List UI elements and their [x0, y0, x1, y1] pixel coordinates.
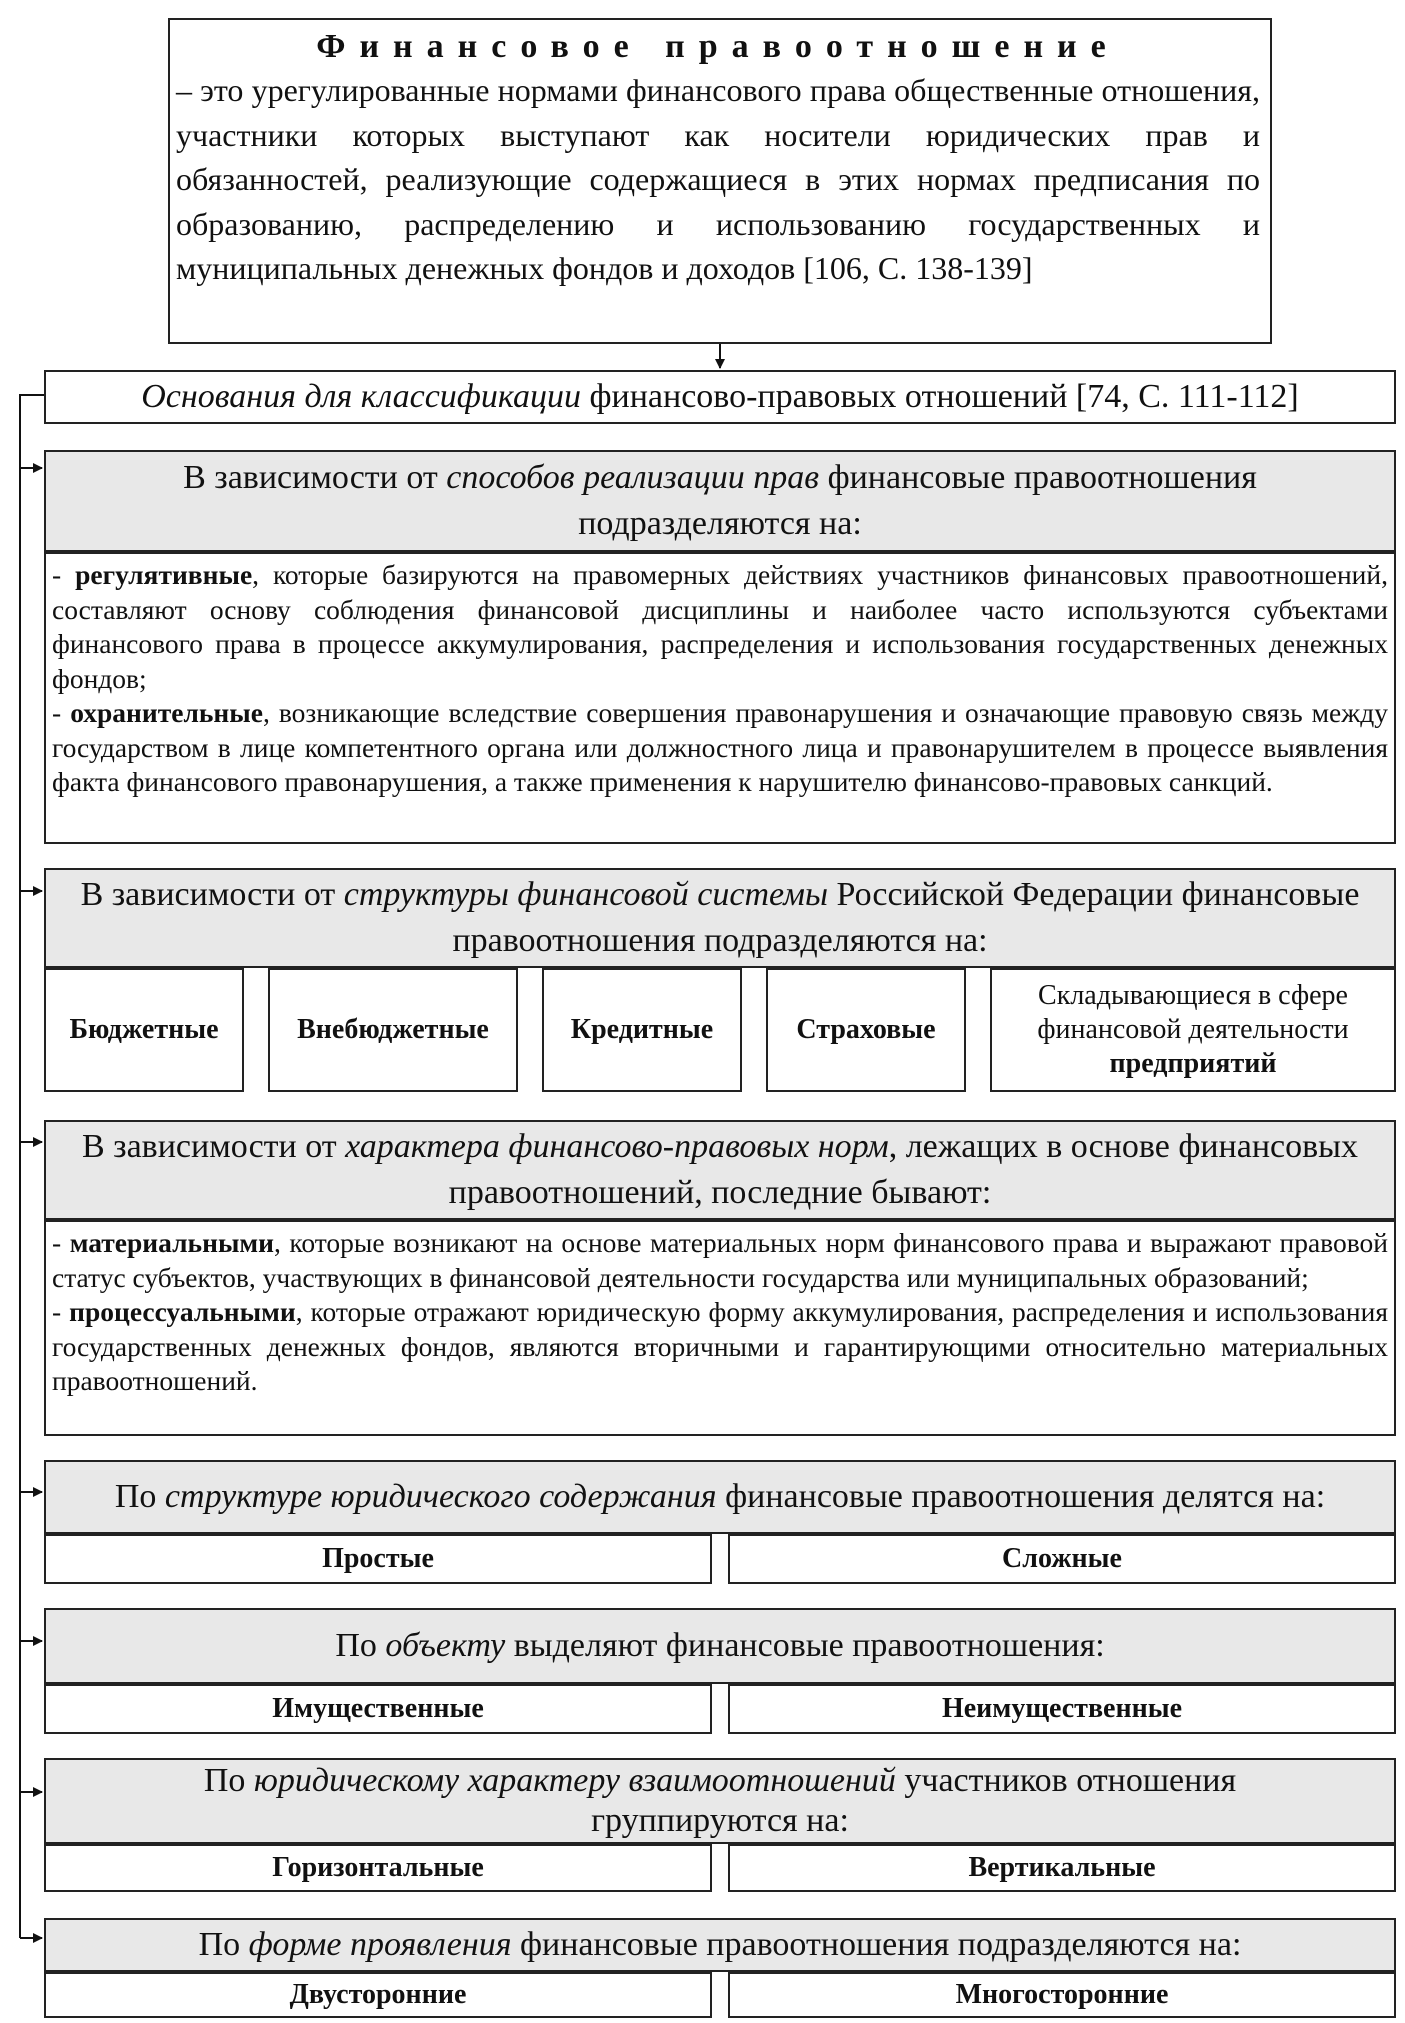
section-3-header: В зависимости от характера финансово-правовых норм, лежащих в основе финансовых правоотношений, последние бывают:: [44, 1120, 1396, 1220]
type-credit: Кредитные: [542, 968, 742, 1092]
section-7-header: По форме проявления финансовые правоотношения подразделяются на:: [44, 1918, 1396, 1972]
item-regulatory: - регулятивные, которые базируются на правомерных действиях участников финансовых правоотношений, составляют основу соблюдения финансовой дисциплины и наиболее часто используются субъектами финансового права в процессе аккумулирования, распределения и использования государственных денежных фондов;: [52, 559, 1388, 694]
type-budget: Бюджетные: [44, 968, 244, 1092]
classification-basis-box: [44, 370, 1396, 424]
type-multilateral: Многосторонние: [728, 1972, 1396, 2018]
section-2-header: В зависимости от структуры финансовой системы Российской Федерации финансовые правоотношения подразделяются на:: [44, 868, 1396, 968]
type-property: Имущественные: [44, 1684, 712, 1734]
item-procedural: - процессуальными, которые отражают юридическую форму аккумулирования, распределения и использования государственных денежных фондов, являются вторичными и гарантирующими относительно материальных правоотношений.: [52, 1296, 1388, 1396]
item-protective: - охранительные, возникающие вследствие совершения правонарушения и означающие правовую связь между государством в лице компетентного органа или должностного лица и правонарушителем в процессе выявления факта финансового правонарушения, а также применения к нарушителю финансово-правовых санкций.: [52, 697, 1388, 797]
section-4-header: По структуре юридического содержания финансовые правоотношения делятся на:: [44, 1460, 1396, 1534]
type-extrabudget: Внебюджетные: [268, 968, 518, 1092]
definition-box: [168, 18, 1272, 344]
section-1-header: В зависимости от способов реализации прав финансовые правоотношения подразделяются на:: [44, 450, 1396, 552]
type-bilateral: Двусторонние: [44, 1972, 712, 2018]
type-complex: Сложные: [728, 1534, 1396, 1584]
definition-text: – это урегулированные нормами финансового права общественные отношения, участники которых выступают как носители юридических прав и обязанностей, реализующие содержащиеся в этих нормах предписания по образованию, распределению и использованию государственных и муниципальных денежных фондов и доходов [106, С. 138-139]: [176, 72, 1260, 286]
section-6-header: По юридическому характеру взаимоотношений участников отношения группируются на:: [44, 1758, 1396, 1844]
type-simple: Простые: [44, 1534, 712, 1584]
type-horizontal: Горизонтальные: [44, 1844, 712, 1892]
type-enterprise: Складывающиеся в сфере финансовой деятельности предприятий: [990, 968, 1396, 1092]
type-vertical: Вертикальные: [728, 1844, 1396, 1892]
vertical-trunk-line: [20, 395, 44, 1938]
type-insurance: Страховые: [766, 968, 966, 1092]
type-nonproperty: Неимущественные: [728, 1684, 1396, 1734]
section-1-body: [44, 552, 1396, 844]
basis-italic: Основания для классификации: [141, 378, 581, 415]
basis-rest: финансово-правовых отношений [74, С. 111-112]: [580, 378, 1299, 415]
item-material: - материальными, которые возникают на основе материальных норм финансового права и выражают правовой статус субъектов, участвующих в финансовой деятельности государства или муниципальных образований;: [52, 1227, 1388, 1293]
section-3-body: [44, 1220, 1396, 1436]
definition-title: Финансовое правоотношение: [316, 28, 1120, 65]
section-5-header: По объекту выделяют финансовые правоотношения:: [44, 1608, 1396, 1684]
